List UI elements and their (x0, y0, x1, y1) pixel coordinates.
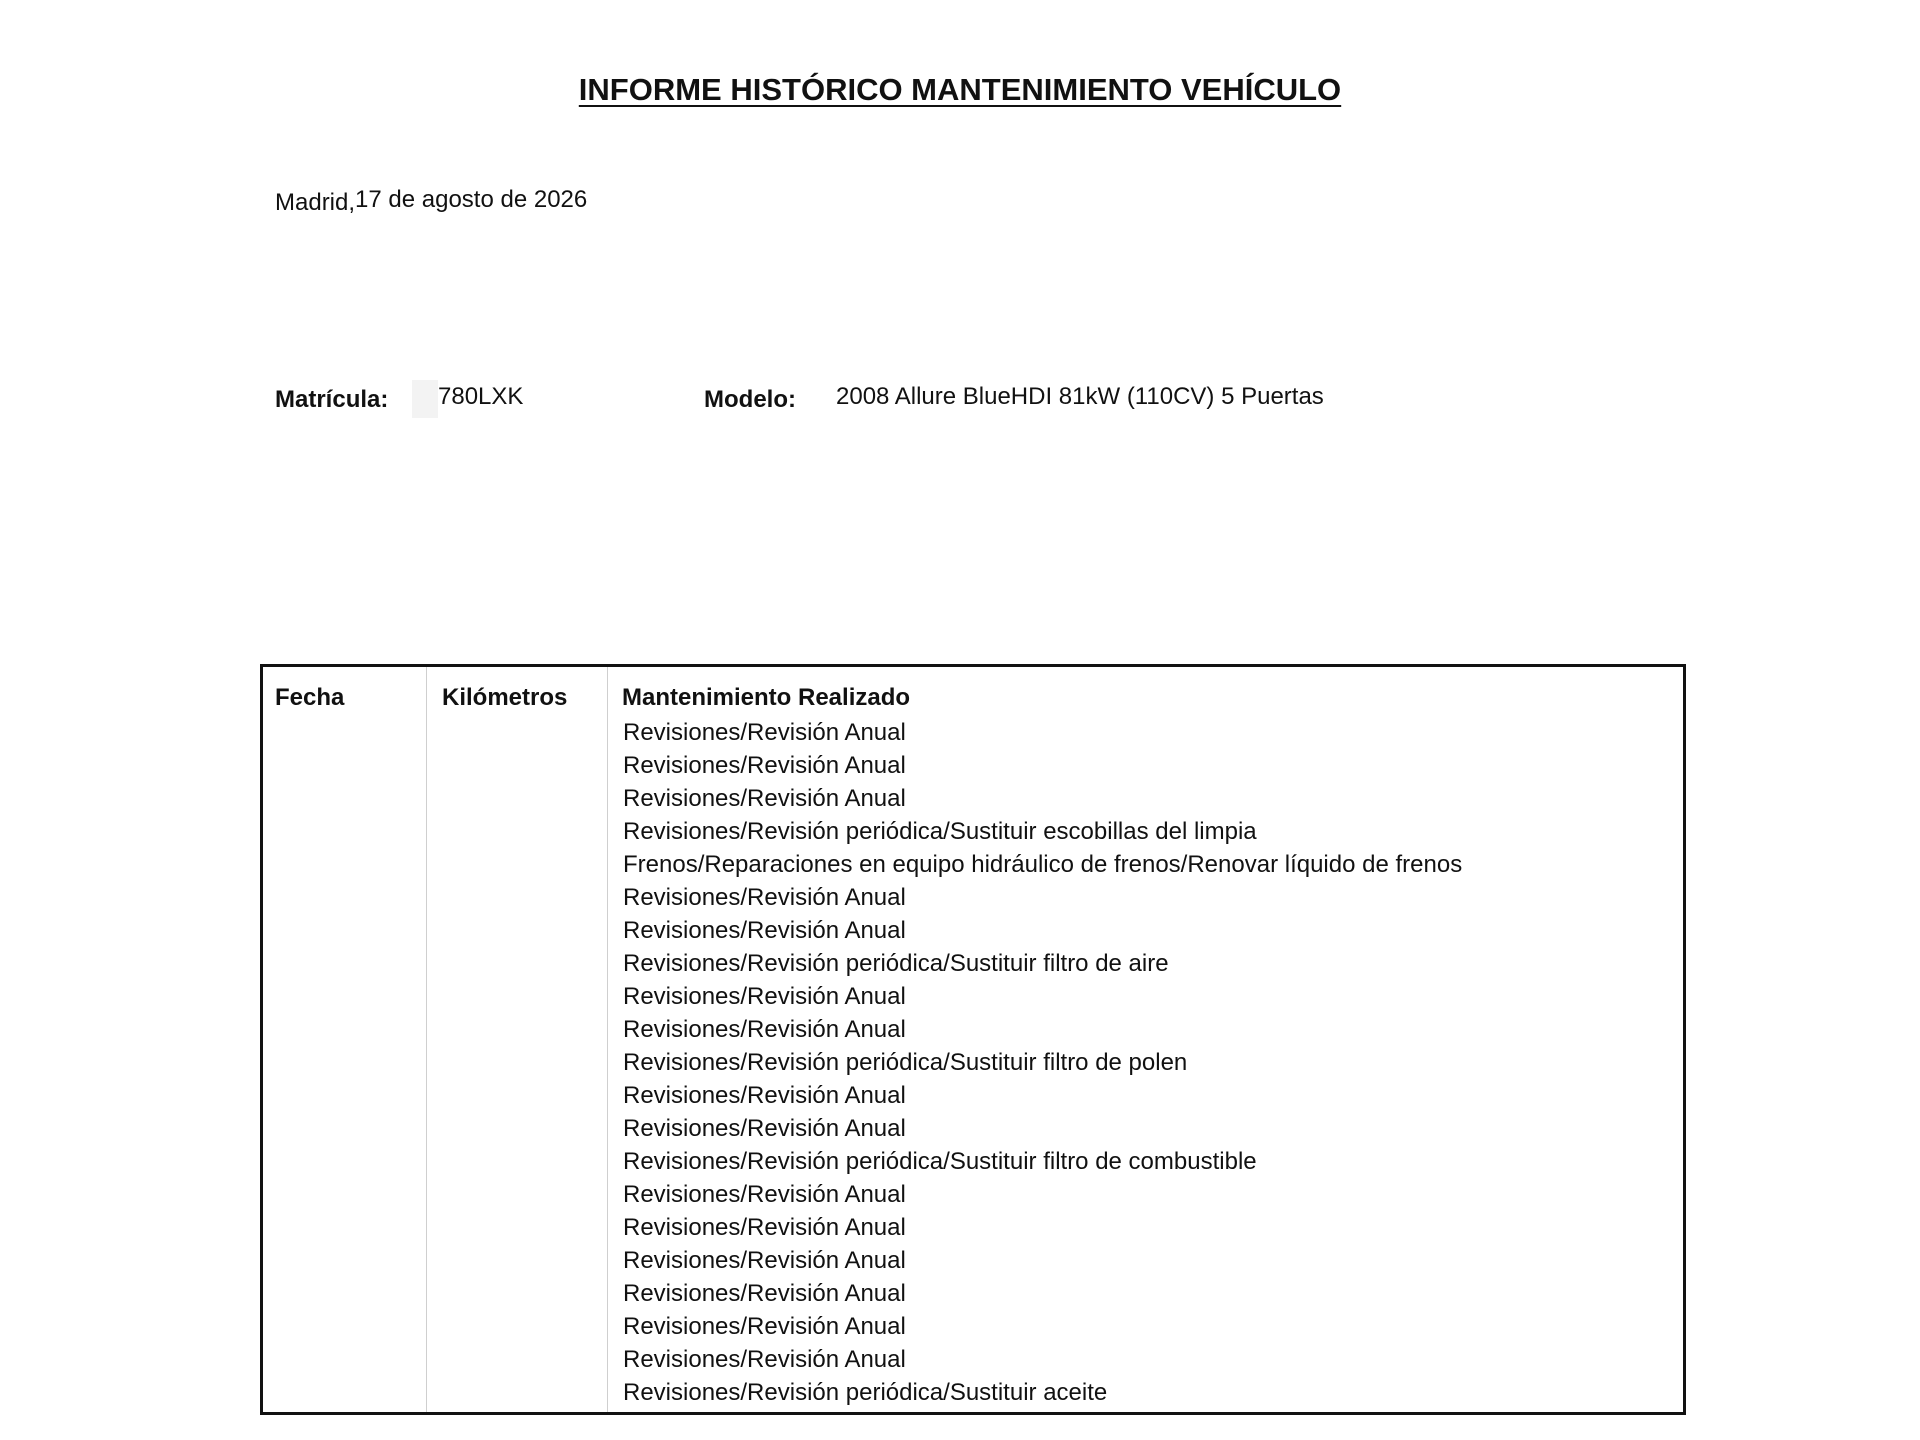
fecha-header: Fecha (275, 684, 345, 711)
list-item: Revisiones/Revisión periódica/Sustituir filtro de aire (623, 950, 1169, 977)
report-title: INFORME HISTÓRICO MANTENIMIENTO VEHÍCULO (578, 72, 1342, 107)
list-item: Revisiones/Revisión Anual (623, 1346, 906, 1373)
model-value: 2008 Allure BlueHDI 81kW (110CV) 5 Puertas (836, 383, 1324, 410)
list-item: Revisiones/Revisión Anual (623, 752, 906, 779)
list-item: Revisiones/Revisión periódica/Sustituir aceite (623, 1379, 1108, 1406)
list-item: Revisiones/Revisión Anual (623, 1247, 906, 1274)
list-item: Revisiones/Revisión periódica/Sustituir filtro de polen (623, 1049, 1188, 1076)
plate-label: Matrícula: (275, 386, 389, 413)
list-item: Revisiones/Revisión Anual (623, 785, 906, 812)
list-item: Revisiones/Revisión Anual (623, 1181, 906, 1208)
plate-value: 780LXK (438, 383, 524, 410)
list-item: Revisiones/Revisión Anual (623, 917, 906, 944)
list-item: Revisiones/Revisión Anual (623, 1313, 906, 1340)
mantenimiento-column (608, 667, 1683, 1412)
list-item: Revisiones/Revisión Anual (623, 1214, 906, 1241)
report-date: 17 de agosto de 2026 (355, 186, 588, 213)
plate-redaction (412, 380, 438, 418)
list-item: Revisiones/Revisión Anual (623, 719, 906, 746)
list-item: Revisiones/Revisión Anual (623, 1280, 906, 1307)
mantenimiento-header: Mantenimiento Realizado (622, 684, 911, 711)
report-date-line (275, 186, 587, 214)
fecha-column (263, 667, 427, 1412)
list-item: Revisiones/Revisión Anual (623, 1016, 906, 1043)
list-item: Revisiones/Revisión Anual (623, 983, 906, 1010)
list-item: Revisiones/Revisión Anual (623, 1082, 906, 1109)
model-label: Modelo: (704, 386, 796, 413)
list-item: Revisiones/Revisión Anual (623, 884, 906, 911)
maintenance-list (623, 716, 1462, 1409)
list-item: Revisiones/Revisión Anual (623, 1115, 906, 1142)
list-item: Revisiones/Revisión periódica/Sustituir escobillas del limpia (623, 818, 1257, 845)
list-item: Revisiones/Revisión periódica/Sustituir filtro de combustible (623, 1148, 1257, 1175)
maintenance-table (260, 664, 1686, 1415)
kilometros-header: Kilómetros (442, 684, 568, 711)
list-item: Frenos/Reparaciones en equipo hidráulico de frenos/Renovar líquido de frenos (623, 851, 1463, 878)
kilometros-column (427, 667, 608, 1412)
report-city: Madrid, (275, 189, 356, 216)
